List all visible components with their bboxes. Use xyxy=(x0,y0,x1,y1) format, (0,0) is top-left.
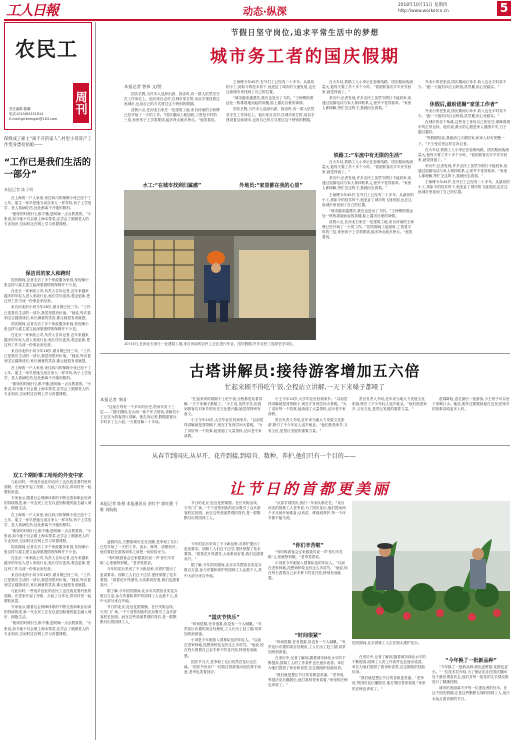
top-body-c2: 在火车站,铁路工人小李正在检修线路。国庆期间客流量大,他每天要工作十多个小时。“看到旅客们平平安安回家,就觉得值了。” 采访中,记者发现,许多农民工虽然节假日不能回家,但通过视频电话与家人保持联系,心里并不觉得孤单。“家里人都理解,等忙完这阵子,我就回去看看。” 王师傅今年45岁,在外打工已经有二十多年。从最初的小工,到如今的技术骨干,他见证了城市的飞速发展,也在这座城市里找到了自己的位置。 “城市越来越漂亮,我们也是出了力的。”王师傅指着远处一栋栋拔地而起的高楼,脸上露出自豪的神情。 清晨六点,在河北石家庄一处建筑工地,来自河南的王师傅已经开始了一天的工作。“国庆期间工地加班,工资是平时的三倍,家里孩子上学需要钱,能多挣点就多挣点。”他笑着说。 xyxy=(322,160,414,240)
bottom-body-b: 凌晨四点,当整座城市还在沉睡,老李和工友们已经开始了一天的工作。浇水、修剪、清理枯叶,他们要赶在游客到来之前把一切收拾妥当。 “有时候游客会过来跟我们说一声‘你们辛苦啦’,心里就特别暖。”老李笑着说。 今年的花坛采用了不少新品种,对养护提出了更高要求。园林工人们边干边学,很快掌握了技术要领。“看着花开得漂亮,大家都说好看,我们也跟着高兴。” 据了解,今年国庆期间,北京市共摆放各类花卉数百万盆,参与布置和养护的园林工人达数千人,其中大部分来自外地。 节日的北京,处处花团锦簇。在长安街沿线、天安门广场,一个个造型别致的花坛吸引了众多游客驻足拍照。而在这些美丽景观的背后,是一群默默付出的园林工人。 xyxy=(100,540,180,625)
bottom-body-a: 节日的北京,处处花团锦簇。在长安街沿线、天安门广场,一个个造型别致的花坛吸引了众多游客驻足拍照。而在这些美丽景观的背后,是一群默默付出的园林工人。 xyxy=(184,501,261,521)
top-kicker: 节假日坚守岗位,追求平常生活中的梦想 xyxy=(230,28,380,37)
section-rule-1 xyxy=(100,353,510,354)
middle-byline: 本报记者 李国 xyxy=(100,397,127,402)
top-body-a: 国庆长假,当许多人选择出游、探亲时,有一群人依然坚守在工作岗位上。他们来自农村,在城市里打拼,用双手建设着这座城市,也用自己的方式度过这个特别的假期。 清晨六点,在河北石家庄一处建筑工地,来自河南的王师傅已经开始了一天的工作。“国庆期间工地加班,工资是平时的三倍,家里孩子上学需要钱,能多挣点就多挣点。”他笑着说。 xyxy=(124,92,220,123)
column-title-small: 周刊 xyxy=(73,83,89,123)
top-subhead-3: 铁路工:“车流中有无限的生活” xyxy=(333,153,403,159)
page-number-badge: 5 xyxy=(497,1,511,16)
sidebar-body-2: 国庆期间,记者走访了多个家政服务家庭,发现像小张这样与雇主建立起深厚感情的保姆并不少见。 在北京一家家政公司,负责人告诉记者,近年来越来越多的年轻人进入家政行业,他们学历更高,观念更新,把这份工作当成一份事业来经营。 来自河北的小刘今年26岁,做月嫂已经三年。“工作已是我们生活的一部分,我觉得很有价值。”她说,每次看到宝宝健康成长,家长满意的笑容,都让她很有成就感。 国庆期间,记者走访了多个家政服务家庭,发现像小张这样与雇主建立起深厚感情的保姆并不少见。 在北京一家家政公司,负责人告诉记者,近年来越来越多的年轻人进入家政行业,他们学历更高,观念更新,把这份工作当成一份事业来经营。 来自河北的小刘今年26岁,做月嫂已经三年。“工作已是我们生活的一部分,我觉得很有价值。”她说,每次看到宝宝健康成长,家长满意的笑容,都让她很有成就感。 在上海的一户人家里,家住四川的保姆小张已经干了七年。雇主一家早把她当成自家人一样对待,孩子上学放学、老人看病吃药,处处都离不开她的照料。 “刚来的时候什么都不懂,是阿姨一点点教我的。”小张说,如今她不仅会做上海本帮菜,还学会了照顾老人的专业知识,空闲时还在网上学习育婴课程。 xyxy=(4,278,92,396)
column-divider xyxy=(95,22,96,740)
photo-caption-1: 10月3日,在河北石家庄一处建筑工地,来自河南的农民工正在进行作业。国庆假期,许多农民工选择坚守岗位。 xyxy=(124,342,297,346)
website-url: http://www.workercn.cn xyxy=(398,9,449,14)
middle-subtitle: 忙起来顾不得吃午饭,全程站立讲解,一天下来嗓子都哑了 xyxy=(224,383,386,391)
sidebar-kicker: 保姆成了雇主“离不开的家人”,村里小哥哥产工作变身漂亮姑娘—— xyxy=(4,137,92,148)
bottom-subhead-1: “你们辛苦啦” xyxy=(292,543,324,549)
sidebar-body-1: 在上海的一户人家里,家住四川的保姆小张已经干了七年。雇主一家早把她当成自家人一样对待,孩子上学放学、老人看病吃药,处处都离不开她的照料。 “刚来的时候什么都不懂,是阿姨一点点教我的。”小张说,如今她不仅会做上海本帮菜,还学会了照顾老人的专业知识,空闲时还在网上学习育婴课程。 xyxy=(4,196,92,227)
masthead xyxy=(0,0,515,20)
sidebar-subhead-1: 保洁员的家人和跨时 xyxy=(25,271,71,277)
top-body-d: 外卖小哥老张说,国庆期间订单多,收入也比平时高不少。“跑一天能有四五百块钱,虽然累,但心里踏实。” xyxy=(418,80,507,90)
photo-caption-2: 国庆期间,北京园林工人正在街头维护花坛。 xyxy=(352,641,422,645)
top-subhead-1: 水工:“在城市找到归属感” xyxy=(142,183,202,189)
masthead-rule xyxy=(4,19,511,21)
bottom-headline: 让节日的首都更美丽 xyxy=(228,480,391,498)
photo-flower-workers xyxy=(352,501,510,639)
top-body-c: 在火车站,铁路工人小李正在检修线路。国庆期间客流量大,他每天要工作十多个小时。“看到旅客们平平安安回家,就觉得值了。” 采访中,记者发现,许多农民工虽然节假日不能回家,但通过视频电话与家人保持联系,心里并不觉得孤单。“家里人都理解,等忙完这阵子,我就回去看看。” xyxy=(322,80,413,111)
bottom-byline: 本报记者 陈相 本报通讯员 余红宇 郭红健 于维 刘航航 xyxy=(100,501,179,512)
bottom-body-c: 今年的花坛采用了不少新品种,对养护提出了更高要求。园林工人们边干边学,很快掌握了技术要领。“看着花开得漂亮,大家都说好看,我们也跟着高兴。” 据了解,今年国庆期间,北京市共摆放各类花卉数百万盆,参与布置和养护的园林工人达数千人,其中大部分来自外地。 xyxy=(184,542,264,578)
column-title: 农民工 xyxy=(15,37,78,61)
bottom-body-d2: “时间很紧,任务很重,但没有一个人喊累。”负责花坛布置的项目经理说,工人们为了赶工期,常常加班到深夜。 在采访中,记者了解到,随着城市绿化水平的不断提高,园林工人的工作条件也在逐步改善。单位为他们提供了宿舍和食堂,还定期组织技能培训。 “我们就是想让节日的首都更美丽。”老李说,等国庆花坛撤展后,他打算回老家看看,“家里的庄稼也该收了。” xyxy=(268,640,348,687)
bottom-body-c2: “时间很紧,任务很重,但没有一个人喊累。”负责花坛布置的项目经理说,工人们为了赶工期,常常加班到深夜。 小刘是今年刚加入园林队伍的年轻人。“以前在老家种地,没想到种花也有这么多讲究。”他说,现在每天看着自己亲手种下的花开放,特别有成就感。 国庆节当天,老李和工友们仍然在花坛边忙碌。“国庆节快乐!”一位路过的游客向他们挥手致意,老李也笑着回应。 xyxy=(184,622,264,674)
top-body-b: 王师傅今年45岁,在外打工已经有二十多年。从最初的小工,到如今的技术骨干,他见证了城市的飞速发展,也在这座城市里找到了自己的位置。 “城市越来越漂亮,我们也是出了力的。”王师傅指着远处一栋栋拔地而起的高楼,脸上露出自豪的神情。 国庆长假,当许多人选择出游、探亲时,有一群人依然坚守在工作岗位上。他们来自农村,在城市里打拼,用双手建设着这座城市,也用自己的方式度过这个特别的假期。 xyxy=(226,80,316,122)
issue-date: 2018年10月11日 星期四 xyxy=(398,3,448,8)
bottom-body-d: “有时候游客会过来跟我们说一声‘你们辛苦啦’,心里就特别暖。”老李笑着说。 小刘是今年刚加入园林队伍的年轻人。“以前在老家种地,没想到种花也有这么多讲究。”他说,现在每天看着自己亲手种下的花开放,特别有成就感。 xyxy=(268,550,348,581)
middle-body-3: 小王今年24岁,大学毕业后回到家乡。“以前觉得讲解就是背背稿子,现在才发现学问大着呢。”为了讲好每一个故事,她查阅了大量资料,还向老专家请教。 景区负责人介绍,近年来当地大力发展文化旅游,吸引了不少年轻人返乡就业。“他们熟悉家乡,又有文化,是景区发展的重要力量。” xyxy=(268,397,348,433)
top-body-d2: 外卖小哥老张说,国庆期间订单多,收入也比平时高不少。“跑一天能有四五百块钱,虽然累,但心里踏实。” 在城市的各个角落,这些务工者用自己的坚守,保障着城市的正常运转。他们说,最大的心愿是家人健康平安,日子越过越好。 “等假期结束,我就请几天假回家,和家人好好团聚一下。”不少受访者这样告诉记者。 在火车站,铁路工人小李正在检修线路。国庆期间客流量大,他每天要工作十多个小时。“看到旅客们平平安安回家,就觉得值了。” 采访中,记者发现,许多农民工虽然节假日不能回家,但通过视频电话与家人保持联系,心里并不觉得孤单。“家里人都理解,等忙完这阵子,我就回去看看。” 王师傅今年45岁,在外打工已经有二十多年。从最初的小工,到如今的技术骨干,他见证了城市的飞速发展,也在这座城市里找到了自己的位置。 xyxy=(418,109,510,195)
bottom-body-e: 在采访中,记者了解到,随着城市绿化水平的不断提高,园林工人的工作条件也在逐步改善。单位为他们提供了宿舍和食堂,还定期组织技能培训。 “我们就是想让节日的首都更美丽。”老李说,等国庆花坛撤展后,他打算回老家看看,“家里的庄稼也该收了。” xyxy=(352,655,426,691)
column-header xyxy=(4,22,92,130)
middle-headline: 古塔讲解员:接待游客增加五六倍 xyxy=(189,362,421,380)
sidebar-subhead-2: 双工个期盼事工哈哈的外变中家 xyxy=(12,473,83,479)
middle-body-1: “这座古塔有一千多年的历史,塔身共有十三层……”国庆期间,在山西一座千年古塔前,讲解员小王正在为游客进行讲解。她告诉记者,假期游客比平时多了五六倍,一天要讲解二十多场。 xyxy=(100,405,180,425)
middle-body-2: “忙起来的时候顾不上吃午饭,全程都是站着讲解,一天下来嗓子都哑了。”小王说,虽然辛苦,但看到游客们对家乡的历史文化感兴趣,她觉得特别有意义。 小王今年24岁,大学毕业后回到家乡。“以前觉得讲解就是背背稿子,现在才发现学问大着呢。”为了讲好每一个故事,她查阅了大量资料,还向老专家请教。 xyxy=(184,397,264,438)
section-rule-2 xyxy=(100,445,510,446)
top-subhead-2: 外地员:“家里都在我的心里” xyxy=(239,183,303,189)
top-headline: 城市务工者的国庆假期 xyxy=(210,47,400,67)
sidebar-headline: “工作已是我们生活的一部分” xyxy=(4,158,91,180)
bottom-subhead-2: “国庆节快乐” xyxy=(208,615,240,621)
sidebar-body-3: 与此同时,一些返乡创业的农民工也在改变着村里的面貌。在老家开起了民宿、办起了合作社,带动村民一起增收致富。 专家表示,随着社会保障体系的不断完善和职业培训的持续推进,新一代农民工正在以更加积极的姿态融入城市、拥抱生活。 在上海的一户人家里,家住四川的保姆小张已经干了七年。雇主一家早把她当成自家人一样对待,孩子上学放学、老人看病吃药,处处都离不开她的照料。 “刚来的时候什么都不懂,是阿姨一点点教我的。”小张说,如今她不仅会做上海本帮菜,还学会了照顾老人的专业知识,空闲时还在网上学习育婴课程。 国庆期间,记者走访了多个家政服务家庭,发现像小张这样与雇主建立起深厚感情的保姆并不少见。 在北京一家家政公司,负责人告诉记者,近年来越来越多的年轻人进入家政行业,他们学历更高,观念更新,把这份工作当成一份事业来经营。 来自河北的小刘今年26岁,做月嫂已经三年。“工作已是我们生活的一部分,我觉得很有价值。”她说,每次看到宝宝健康成长,家长满意的笑容,都让她很有成就感。 与此同时,一些返乡创业的农民工也在改变着村里的面貌。在老家开起了民宿、办起了合作社,带动村民一起增收致富。 专家表示,随着社会保障体系的不断完善和职业培训的持续推进,新一代农民工正在以更加积极的姿态融入城市、拥抱生活。 “刚来的时候什么都不懂,是阿姨一点点教我的。”小张说,如今她不仅会做上海本帮菜,还学会了照顾老人的专业知识,空闲时还在网上学习育婴课程。 xyxy=(4,480,92,636)
top-subhead-4: 休假后,最盼团聚“家里工作者” xyxy=(429,102,499,108)
bottom-kicker: 从春节到国庆,从早开、花卉到接,到培肯、数种、养护,他们只有一个目的—— xyxy=(152,453,356,460)
bottom-body-e2: “今年换了一批新品种,颜色更鲜艳,花期也更长。”一位技术员介绍,为了保证花卉在国庆期间处于最佳观赏状态,他们对每一批花的生长情况都进行了精确控制。 城市的美丽离不开每一位建设者的付出。在这个国庆假期,正是这些默默无闻的园林工人,用汗水装点着首都的节日。 xyxy=(432,665,510,701)
bottom-subhead-3: “时间很紧” xyxy=(294,633,322,639)
bottom-body-a2: “从春节到国庆,我们一年到头都在忙。”来自河北的园林工人老李说,为了国庆花坛,他们提前两个多月就开始准备,从育苗、移栽到养护,每一个环节都不能马虎。 xyxy=(268,501,346,521)
photo-construction-worker xyxy=(124,190,316,340)
column-editors: 责任编辑:陈曦 电话:(010)84151614 E-mail:grrbnmgzk@163.com xyxy=(9,107,58,121)
bottom-subhead-4: “今年换了一批新品种” xyxy=(445,658,497,664)
middle-body-4: 景区负责人介绍,近年来当地大力发展文化旅游,吸引了不少年轻人返乡就业。“他们熟悉家乡,又有文化,是景区发展的重要力量。” xyxy=(352,397,427,412)
top-byline: 本报记者 曾伟 文/图 xyxy=(124,84,162,89)
middle-body-5: 夜幕降临,送走最后一批游客,小王终于可以坐下来喝口水。她说,明年还要继续留在这里,把家乡的故事讲给更多人听。 xyxy=(432,397,510,412)
newspaper-logo: 工人日報 xyxy=(6,3,58,19)
section-name: 动态·纵深 xyxy=(243,7,287,18)
sidebar-byline: 本报记者 陈子明 xyxy=(4,187,34,192)
